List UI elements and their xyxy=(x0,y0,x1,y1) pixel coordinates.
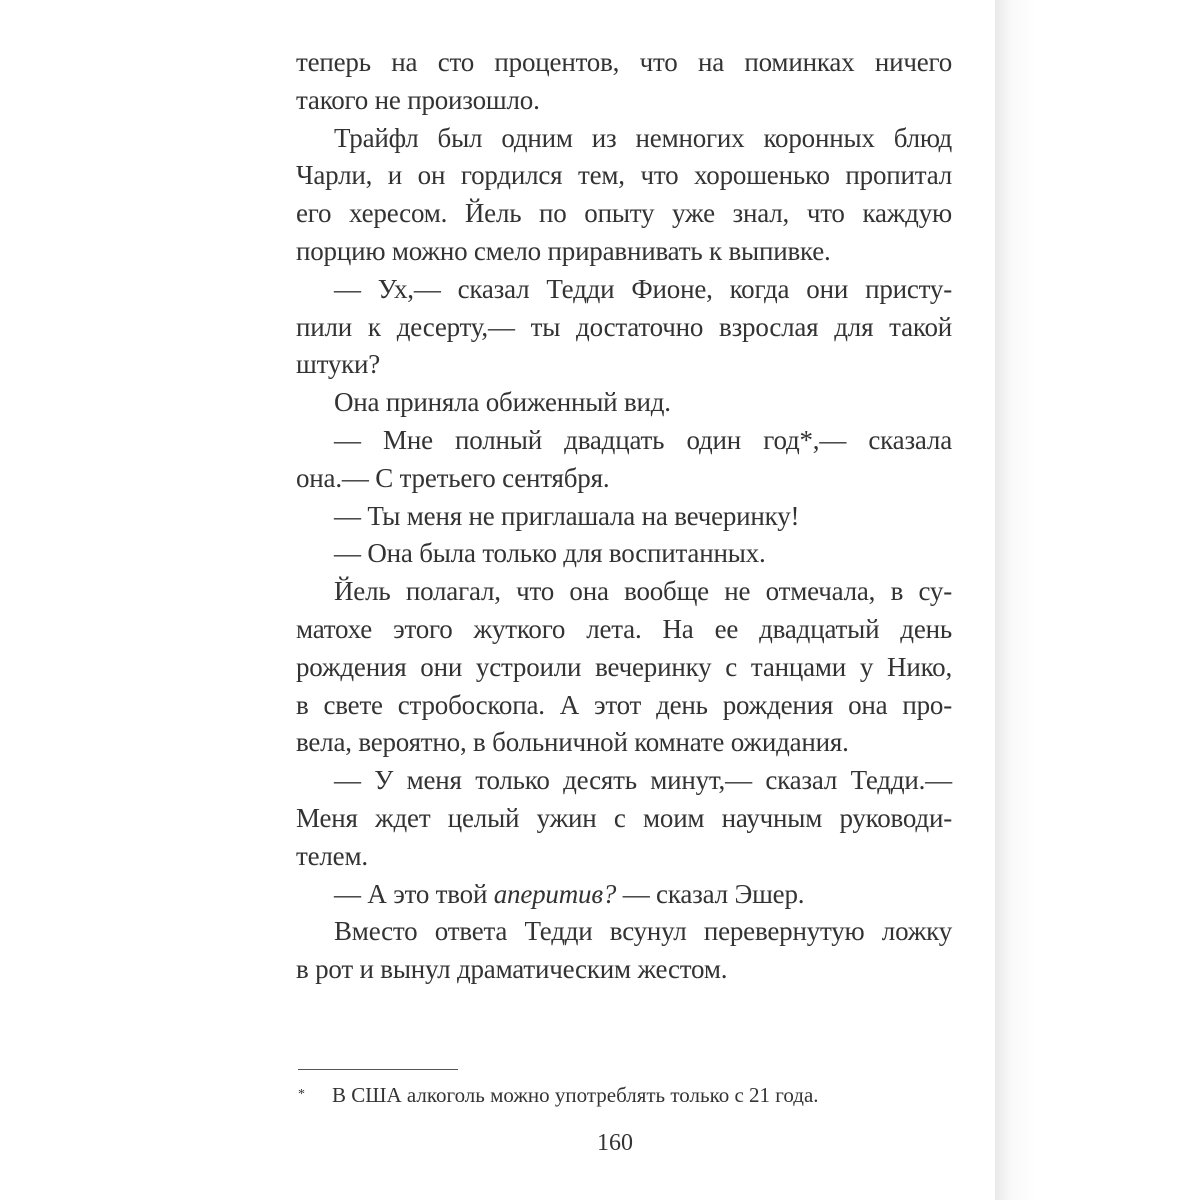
text-line xyxy=(296,876,952,914)
text-line: Чарли, и он гордился тем, что хорошенько пропитал xyxy=(296,160,952,191)
text-line: его хересом. Йель по опыту уже знал, что каждую xyxy=(296,198,952,229)
text-line: вела, вероятно, в больничной комнате ожидания. xyxy=(296,727,849,758)
text-line: рождения они устроили вечеринку с танцами у Нико, xyxy=(296,651,952,682)
text-line: Йель полагал, что она вообще не отмечала, в су- xyxy=(334,576,952,607)
text-line: телем. xyxy=(296,840,368,871)
text-line: — Она была только для воспитанных. xyxy=(334,538,766,569)
text-run: — А это твой xyxy=(334,878,494,909)
text-line: матохе этого жуткого лета. На ее двадцатый день xyxy=(296,613,952,644)
text-line: Она приняла обиженный вид. xyxy=(334,387,671,418)
text-line: — У меня только десять минут,— сказал Тедди.— xyxy=(334,765,952,796)
text-line: Трайфл был одним из немногих коронных блюд xyxy=(334,122,952,153)
text-line: штуки? xyxy=(296,349,381,380)
footnote xyxy=(298,1082,938,1108)
text-line: она.— С третьего сентября. xyxy=(296,462,610,493)
text-line: порцию можно смело приравнивать к выпивке. xyxy=(296,235,831,266)
text-line: — Ух,— сказал Тедди Фионе, когда они присту- xyxy=(334,273,952,304)
text-line: — Мне полный двадцать один год*,— сказала xyxy=(334,424,952,455)
page-edge-shadow xyxy=(995,0,1200,1200)
text-line: в свете стробоскопа. А этот день рождения она про- xyxy=(296,689,952,720)
text-line: пили к десерту,— ты достаточно взрослая для такой xyxy=(296,311,952,342)
italic-text-run: аперитив? xyxy=(493,878,617,909)
page-number: 160 xyxy=(597,1130,633,1156)
text-line: теперь на сто процентов, что на поминках ничего xyxy=(296,47,952,77)
text-line: в рот и вынул драматическим жестом. xyxy=(296,954,728,985)
footnote-marker: * xyxy=(298,1087,305,1102)
text-run: — сказал Эшер. xyxy=(616,878,805,909)
footnote-text: В США алкоголь можно употреблять только с 21 года. xyxy=(332,1083,819,1107)
footnote-divider xyxy=(298,1069,458,1070)
body-text xyxy=(296,44,952,989)
text-line: Меня ждет целый ужин с моим научным руководи- xyxy=(296,802,952,833)
text-line: такого не произошло. xyxy=(296,84,540,115)
text-line: — Ты меня не приглашала на вечеринку! xyxy=(334,500,800,531)
text-line: Вместо ответа Тедди всунул перевернутую ложку xyxy=(334,916,952,947)
